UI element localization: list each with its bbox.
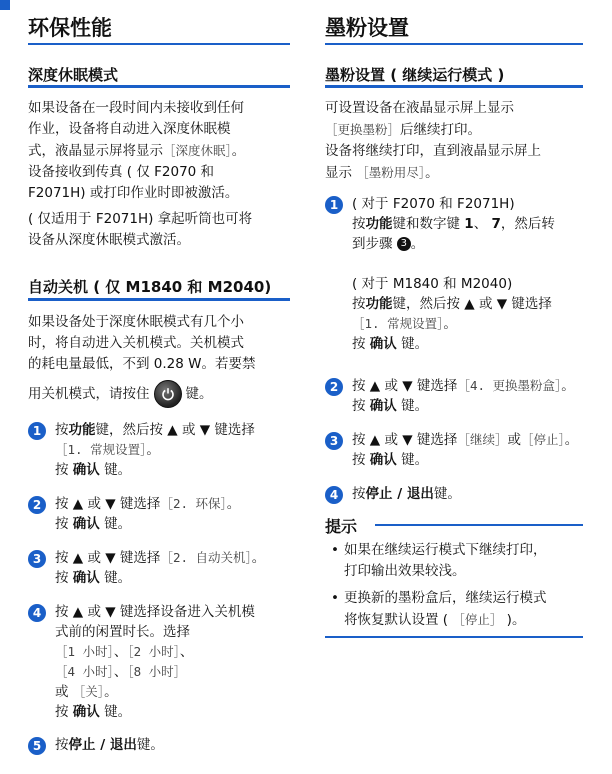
subsection-rule [325,85,583,88]
section-title-eco: 环保性能 [28,16,112,40]
step-number: 1 [325,196,343,214]
sleep-paragraph-1: 如果设备在一段时间内未接收到任何 作业，设备将自动进入深度休眠模 式，液晶显示屏将显示［深度休眠］。 设备接收到传真 ( 仅 F2070 和 F2071H) 或打印作业时即被激活。 [28,100,246,201]
section-rule [28,43,290,45]
autooff-heading: 自动关机 ( 仅 M1840 和 M2040) [28,278,272,296]
step-number: 4 [325,486,343,504]
continue-mode-paragraph: 可设置设备在液晶显示屏上显示 ［更换墨粉］后继续打印。 设备将继续打印，直到液晶显示屏上 显示 ［墨粉用尽］。 [325,100,541,181]
corner-tab [0,0,10,10]
step-number: 1 [28,422,46,440]
autooff-paragraph: 如果设备处于深度休眠模式有几个小 时，将自动进入关机模式。关机模式 的耗电量最低，不到 0.28 W。若要禁 用关机模式，请按住 键。 [28,312,290,408]
subsection-rule [28,298,290,301]
note-rule [375,524,583,526]
step-number: 5 [28,737,46,755]
note-title: 提示 [325,517,358,536]
continue-mode-heading: 墨粉设置 ( 继续运行模式 ) [325,66,505,84]
sleep-paragraph-2: ( 仅适用于 F2071H) 拿起听筒也可将 设备从深度休眠模式激活。 [28,211,253,248]
step-number: 4 [28,604,46,622]
section-title-toner: 墨粉设置 [325,16,409,40]
section-rule [325,43,583,45]
note-bottom-rule [325,636,583,638]
step-number: 3 [28,550,46,568]
step-reference: 3 [397,237,411,251]
subsection-rule [28,85,290,88]
power-button-icon[interactable] [154,380,182,408]
step-number: 2 [28,496,46,514]
step-number: 2 [325,378,343,396]
step-number: 3 [325,432,343,450]
sleep-heading: 深度休眠模式 [28,66,119,84]
